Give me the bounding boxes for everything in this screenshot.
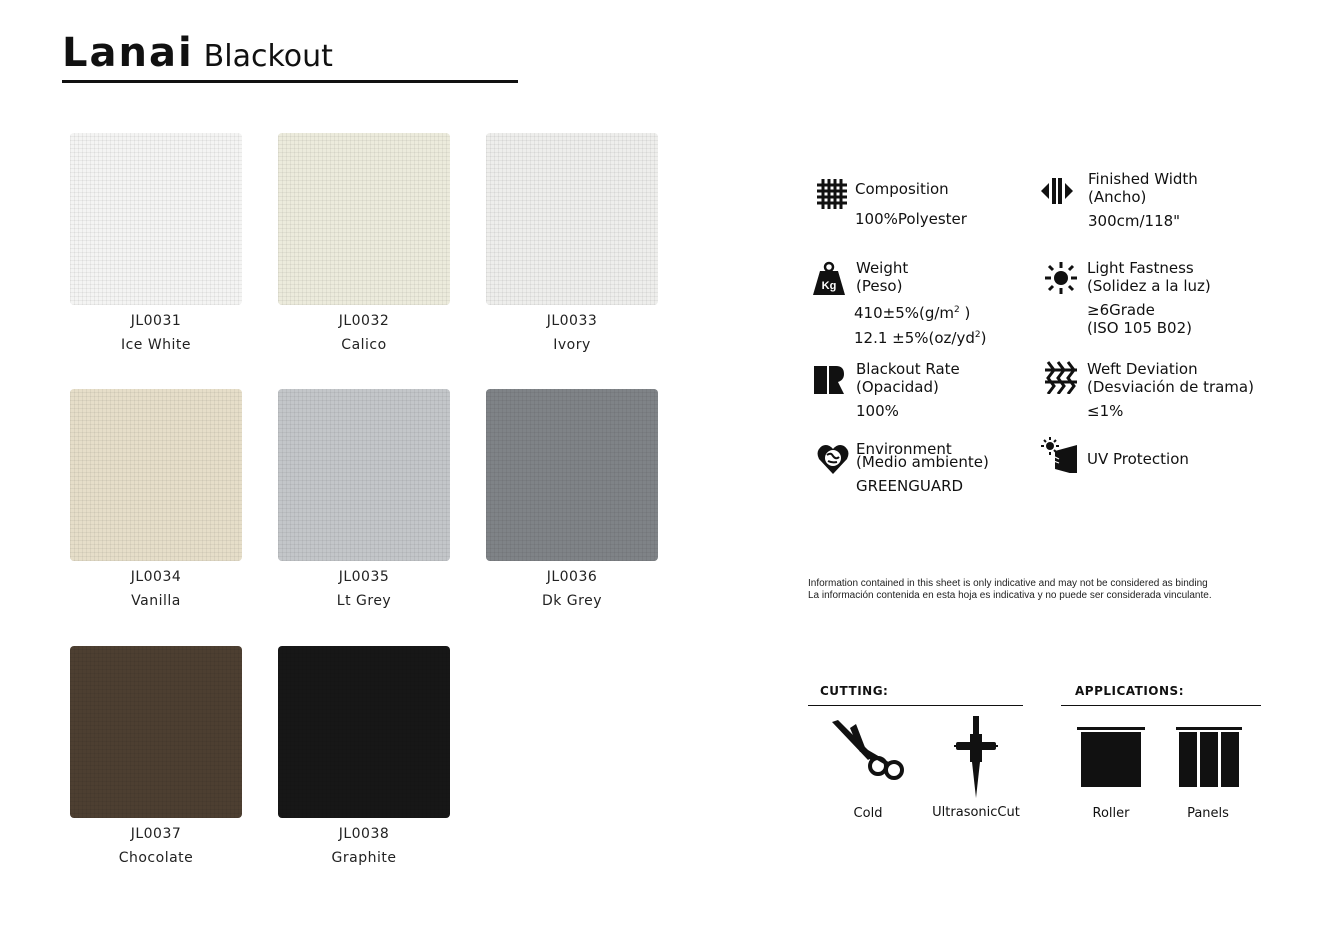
spec-label-es: (Solidez a la luz) [1087, 277, 1211, 295]
product-subtitle: Blackout [203, 39, 333, 74]
swatch-name: Dk Grey [541, 593, 603, 609]
spec-label: Finished Width [1088, 170, 1198, 188]
swatch-code: JL0036 [546, 569, 598, 585]
spec-value: 100%Polyester [855, 210, 967, 228]
swatch-name: Calico [341, 337, 387, 353]
width-arrows-icon [1040, 174, 1074, 208]
spec-value-imperial: $12.1 \pm 5\%(oz/yd^2)$ [854, 329, 987, 347]
disclaimer-en: Information contained in this sheet is only indicative and may not be considered as binding [808, 578, 1208, 589]
spec-value: 300cm/118" [1088, 212, 1181, 230]
spec-label: Weft Deviation [1087, 360, 1198, 378]
globe-heart-icon [816, 442, 850, 476]
disclaimer-note [808, 578, 1212, 602]
ultrasonic-cutter-icon [954, 716, 998, 798]
spec-value: ≤1% [1087, 402, 1124, 420]
spec-label: Light Fastness [1087, 259, 1194, 277]
blackout-icon [812, 362, 846, 396]
swatch-code: JL0035 [338, 569, 390, 585]
application-panels-label: Panels [1187, 806, 1229, 821]
spec-value: 100% [856, 402, 899, 420]
disclaimer-es: La información contenida en esta hoja es indicativa y no puede ser considerada vinculante. [808, 590, 1212, 601]
spec-value-metric: $410\pm 5\%(g/m^2$ ) [854, 304, 971, 322]
weft-icon [1044, 360, 1078, 394]
swatch-name: Graphite [331, 850, 397, 866]
swatch-name: Ivory [553, 337, 591, 353]
uv-icon [1041, 437, 1077, 473]
applications-title: APPLICATIONS: [1075, 684, 1184, 698]
svg-text:Kg: Kg [821, 280, 837, 292]
swatch-code: JL0032 [338, 313, 390, 329]
swatch-code: JL0033 [546, 313, 598, 329]
fabric-swatch [278, 389, 450, 561]
cutting-rule [808, 705, 1023, 706]
swatch-code: JL0037 [130, 826, 182, 842]
spec-value: GREENGUARD [856, 477, 964, 495]
cutting-title: CUTTING: [820, 684, 889, 698]
spec-label: Composition [855, 180, 949, 198]
fabric-swatch [278, 646, 450, 818]
spec-label: Environment [856, 440, 952, 458]
title-underline [62, 80, 518, 83]
spec-label: UV Protection [1087, 450, 1189, 468]
spec-label-es: (Medio ambiente) [856, 453, 989, 471]
fabric-swatch [70, 389, 242, 561]
application-roller-label: Roller [1092, 806, 1130, 821]
grid-icon [815, 177, 849, 211]
sun-icon [1044, 261, 1078, 295]
cutting-cold-label: Cold [853, 806, 883, 821]
roller-blind-icon [1077, 727, 1145, 789]
spec-label: Weight [856, 259, 909, 277]
swatch-code: JL0038 [338, 826, 390, 842]
swatch-code: JL0031 [130, 313, 182, 329]
swatch-name: Chocolate [118, 850, 194, 866]
fabric-swatch [486, 133, 658, 305]
spec-label-es: (Desviación de trama) [1087, 378, 1254, 396]
fabric-swatch [278, 133, 450, 305]
spec-value-standard: (ISO 105 B02) [1087, 319, 1192, 337]
fabric-swatch [70, 646, 242, 818]
fabric-swatch [486, 389, 658, 561]
spec-label-es: (Opacidad) [856, 378, 939, 396]
page-title [62, 30, 333, 76]
kg-weight-icon [812, 261, 846, 295]
swatch-name: Ice White [120, 337, 192, 353]
cutting-ultrasonic-label: UltrasonicCut [932, 805, 1020, 820]
swatch-code: JL0034 [130, 569, 182, 585]
swatch-name: Lt Grey [336, 593, 392, 609]
swatch-name: Vanilla [131, 593, 181, 609]
scissors-icon [830, 720, 906, 782]
spec-label: Blackout Rate [856, 360, 960, 378]
brand-name: Lanai [62, 30, 194, 76]
panels-blind-icon [1176, 727, 1242, 789]
applications-rule [1061, 705, 1261, 706]
spec-label-es: (Ancho) [1088, 188, 1147, 206]
spec-value: ≥6Grade [1087, 301, 1155, 319]
spec-label-es: (Peso) [856, 277, 903, 295]
fabric-swatch [70, 133, 242, 305]
